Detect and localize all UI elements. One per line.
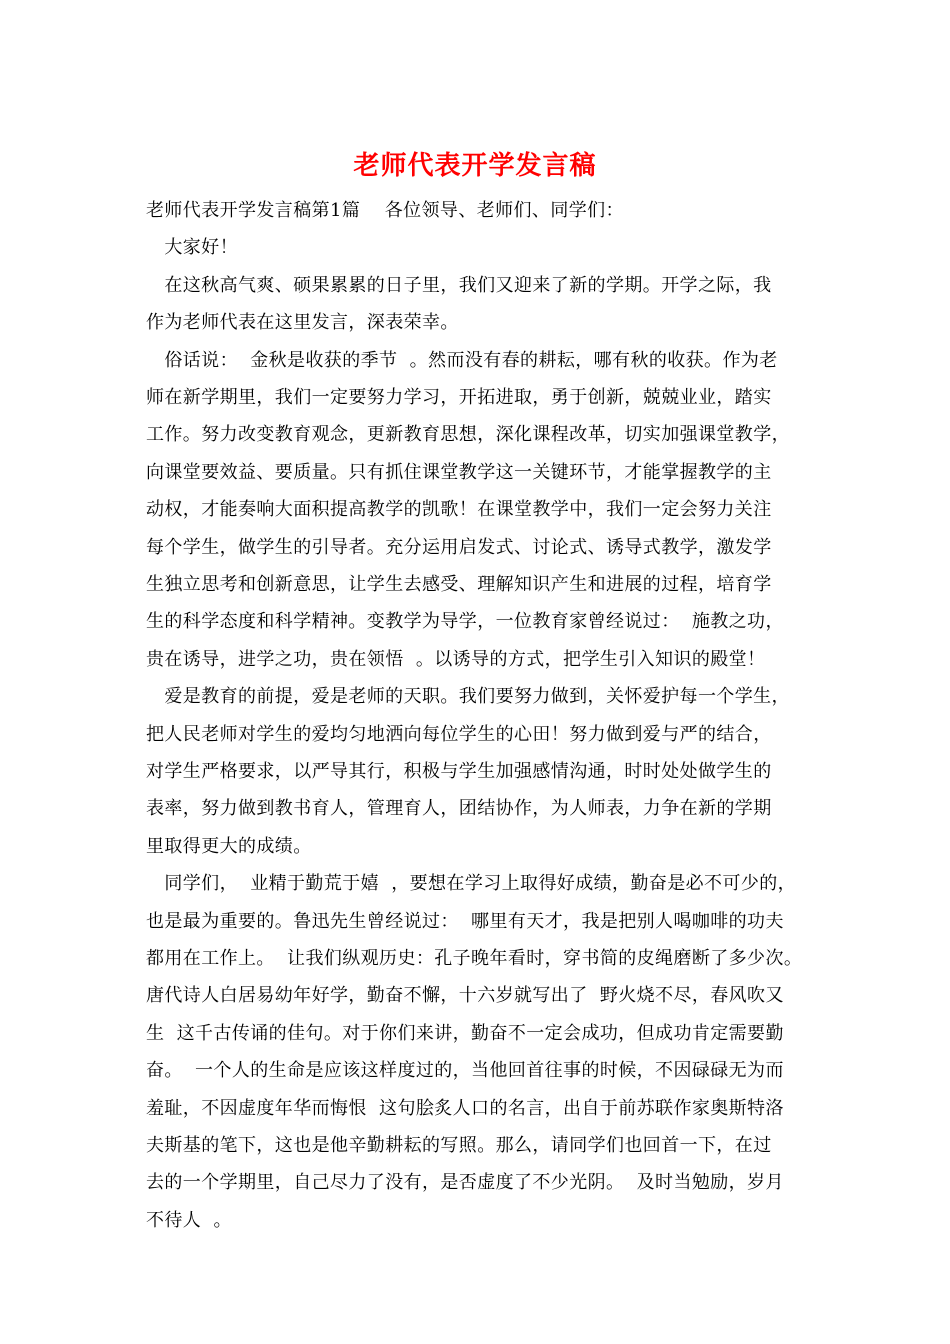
body-text-line: 在这秋高气爽、硕果累累的日子里，我们又迎来了新的学期。开学之际，我 [146,274,772,296]
body-text-line: 俗话说： 金秋是收获的季节 。然而没有春的耕耘，哪有秋的收获。作为老 [146,349,778,371]
body-text-line: 也是最为重要的。鲁迅先生曾经说过： 哪里有天才，我是把别人喝咖啡的功夫 [146,910,784,932]
body-text-line: 都用在工作上。 让我们纵观历史：孔子晚年看时，穿书简的皮绳磨断了多少次。 [146,948,803,969]
body-text-line: 奋。 一个人的生命是应该这样度过的，当他回首往事的时候，不因碌碌无为而 [146,1060,784,1082]
document-title: 老师代表开学发言稿 [353,151,597,181]
body-text-line: 羞耻，不因虚度年华而悔恨 这句脍炙人口的名言，出自于前苏联作家奥斯特洛 [146,1097,784,1119]
body-text-line: 同学们， 业精于勤荒于嬉 ，要想在学习上取得好成绩，勤奋是必不可少的， [146,873,797,895]
body-text-line: 把人民老师对学生的爱均匀地洒向每位学生的心田！努力做到爱与严的结合， [146,723,772,745]
body-text-line: 对学生严格要求，以严导其行，积极与学生加强感情沟通，时时处处做学生的 [146,761,772,782]
body-text-line: 不待人 。 [146,1209,232,1231]
body-text-line: 唐代诗人白居易幼年好学，勤奋不懈，十六岁就写出了 野火烧不尽，春风吹又 [146,985,784,1007]
body-text-line: 向课堂要效益、要质量。只有抓住课堂教学这一关键环节，才能掌握教学的主 [146,461,772,483]
body-text-line: 生独立思考和创新意思，让学生去感受、理解知识产生和进展的过程，培育学 [146,574,772,595]
body-text-line: 生的科学态度和科学精神。变教学为导学，一位教育家曾经说过： 施教之功， [146,611,784,633]
body-text-line: 贵在诱导，进学之功，贵在领悟 。以诱导的方式，把学生引入知识的殿堂！ [146,648,766,670]
body-text-line: 表率，努力做到教书育人，管理育人，团结协作，为人师表，力争在新的学期 [146,798,772,820]
body-text-line: 作为老师代表在这里发言，深表荣幸。 [146,312,459,334]
body-text-line: 里取得更大的成绩。 [146,835,312,857]
body-text-line: 生 这千古传诵的佳句。对于你们来讲，勤奋不一定会成功，但成功肯定需要勤 [146,1022,784,1044]
body-text-line: 爱是教育的前提，爱是老师的天职。我们要努力做到，关怀爱护每一个学生， [146,686,790,708]
body-text-line: 工作。努力改变教育观念，更新教育思想，深化课程改革，切实加强课堂教学， [146,424,790,446]
body-text-line: 每个学生，做学生的引导者。充分运用启发式、讨论式、诱导式教学，激发学 [146,536,772,558]
body-text-line: 去的一个学期里，自己尽力了没有，是否虚度了不少光阴。 及时当勉励，岁月 [146,1172,784,1194]
body-text-line: 师在新学期里，我们一定要努力学习，开拓进取，勇于创新，兢兢业业，踏实 [146,387,772,408]
body-text-line: 夫斯基的笔下，这也是他辛勤耕耘的写照。那么，请同学们也回首一下，在过 [146,1135,772,1156]
body-text-line: 大家好！ [146,237,238,259]
body-text-line: 动权，才能奏响大面积提高教学的凯歌！在课堂教学中，我们一定会努力关注 [146,499,772,521]
body-text-line: 老师代表开学发言稿第1篇 各位领导、老师们、同学们： [146,200,624,221]
